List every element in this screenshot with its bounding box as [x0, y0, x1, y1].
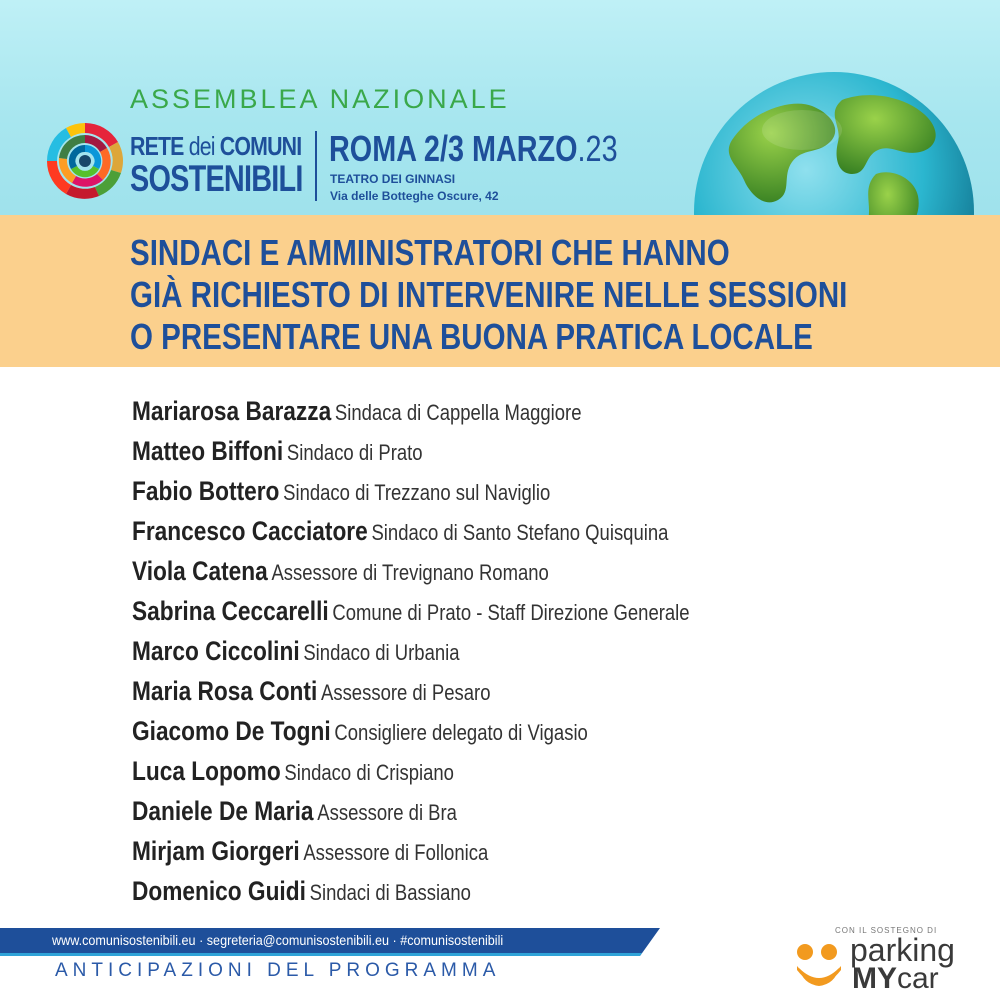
speaker-name: Marco Ciccolini — [132, 636, 300, 666]
speaker-role: Assessore di Follonica — [303, 840, 489, 865]
speaker-item — [132, 831, 690, 871]
speaker-name: Luca Lopomo — [132, 756, 281, 786]
org-name-line2: SOSTENIBILI — [130, 158, 303, 199]
speaker-role: Sindaci di Bassiano — [309, 880, 471, 905]
headline-line-2: GIÀ RICHIESTO DI INTERVENIRE NELLE SESSIONI — [130, 274, 848, 315]
event-year: .23 — [577, 128, 618, 169]
speaker-name: Fabio Bottero — [132, 476, 280, 506]
speaker-item — [132, 551, 690, 591]
speaker-role: Sindaco di Crispiano — [284, 760, 454, 785]
city-dates-text: ROMA 2/3 MARZO — [329, 128, 578, 169]
headline-line-3: O PRESENTARE UNA BUONA PRATICA LOCALE — [130, 316, 813, 357]
speaker-item — [132, 431, 690, 471]
event-header — [0, 0, 1000, 215]
sponsor-name-parking: parking — [850, 932, 955, 968]
org-name-dei: dei — [188, 131, 215, 161]
header-divider — [315, 131, 317, 201]
speaker-role: Assessore di Bra — [317, 800, 457, 825]
speaker-item — [132, 391, 690, 431]
sponsor-name-mycar — [852, 962, 939, 996]
speaker-item — [132, 471, 690, 511]
speaker-name: Sabrina Ceccarelli — [132, 596, 329, 626]
speaker-name: Giacomo De Togni — [132, 716, 331, 746]
speaker-name: Francesco Cacciatore — [132, 516, 368, 546]
speaker-name: Viola Catena — [132, 556, 268, 586]
speaker-name: Daniele De Maria — [132, 796, 314, 826]
sdg-spiral-logo-icon — [44, 120, 126, 202]
speaker-role: Sindaco di Trezzano sul Naviglio — [283, 480, 551, 505]
parkingmycar-logo-icon — [795, 940, 843, 990]
speaker-name: Maria Rosa Conti — [132, 676, 318, 706]
org-name-comuni: COMUNI — [219, 131, 302, 161]
event-name: ASSEMBLEA NAZIONALE — [130, 84, 510, 114]
page-headline — [130, 232, 847, 358]
speaker-name: Domenico Guidi — [132, 876, 306, 906]
globe-image-icon — [692, 70, 976, 215]
speaker-list — [132, 391, 796, 911]
speaker-item — [132, 711, 690, 751]
venue-name: TEATRO DEI GINNASI — [330, 172, 456, 186]
footer-contacts[interactable]: www.comunisostenibili.eu · segreteria@comunisostenibili.eu · #comunisostenibili — [52, 932, 504, 948]
sponsor-car: car — [897, 962, 939, 995]
sponsor-my: MY — [852, 962, 897, 995]
speaker-role: Comune di Prato - Staff Direzione Generale — [332, 600, 690, 625]
event-city-dates — [329, 128, 618, 170]
program-label: ANTICIPAZIONI DEL PROGRAMMA — [55, 960, 501, 981]
org-name-rete: RETE — [130, 131, 184, 161]
speaker-item — [132, 671, 690, 711]
speaker-item — [132, 591, 690, 631]
speaker-role: Assessore di Pesaro — [321, 680, 491, 705]
sponsor-intro: CON IL SOSTEGNO DI — [835, 926, 938, 935]
speaker-role: Sindaco di Santo Stefano Quisquina — [371, 520, 669, 545]
speaker-name: Mariarosa Barazza — [132, 396, 332, 426]
speaker-role: Consigliere delegato di Vigasio — [334, 720, 588, 745]
speaker-role: Sindaco di Prato — [286, 440, 423, 465]
speaker-item — [132, 871, 690, 911]
speaker-role: Sindaco di Urbania — [303, 640, 460, 665]
speaker-name: Matteo Biffoni — [132, 436, 284, 466]
headline-line-1: SINDACI E AMMINISTRATORI CHE HANNO — [130, 232, 730, 273]
speaker-item — [132, 751, 690, 791]
speaker-item — [132, 791, 690, 831]
speaker-name: Mirjam Giorgeri — [132, 836, 300, 866]
speaker-role: Sindaca di Cappella Maggiore — [334, 400, 582, 425]
venue-address: Via delle Botteghe Oscure, 42 — [330, 189, 499, 203]
speaker-item — [132, 511, 690, 551]
speaker-item — [132, 631, 690, 671]
speaker-role: Assessore di Trevignano Romano — [271, 560, 549, 585]
